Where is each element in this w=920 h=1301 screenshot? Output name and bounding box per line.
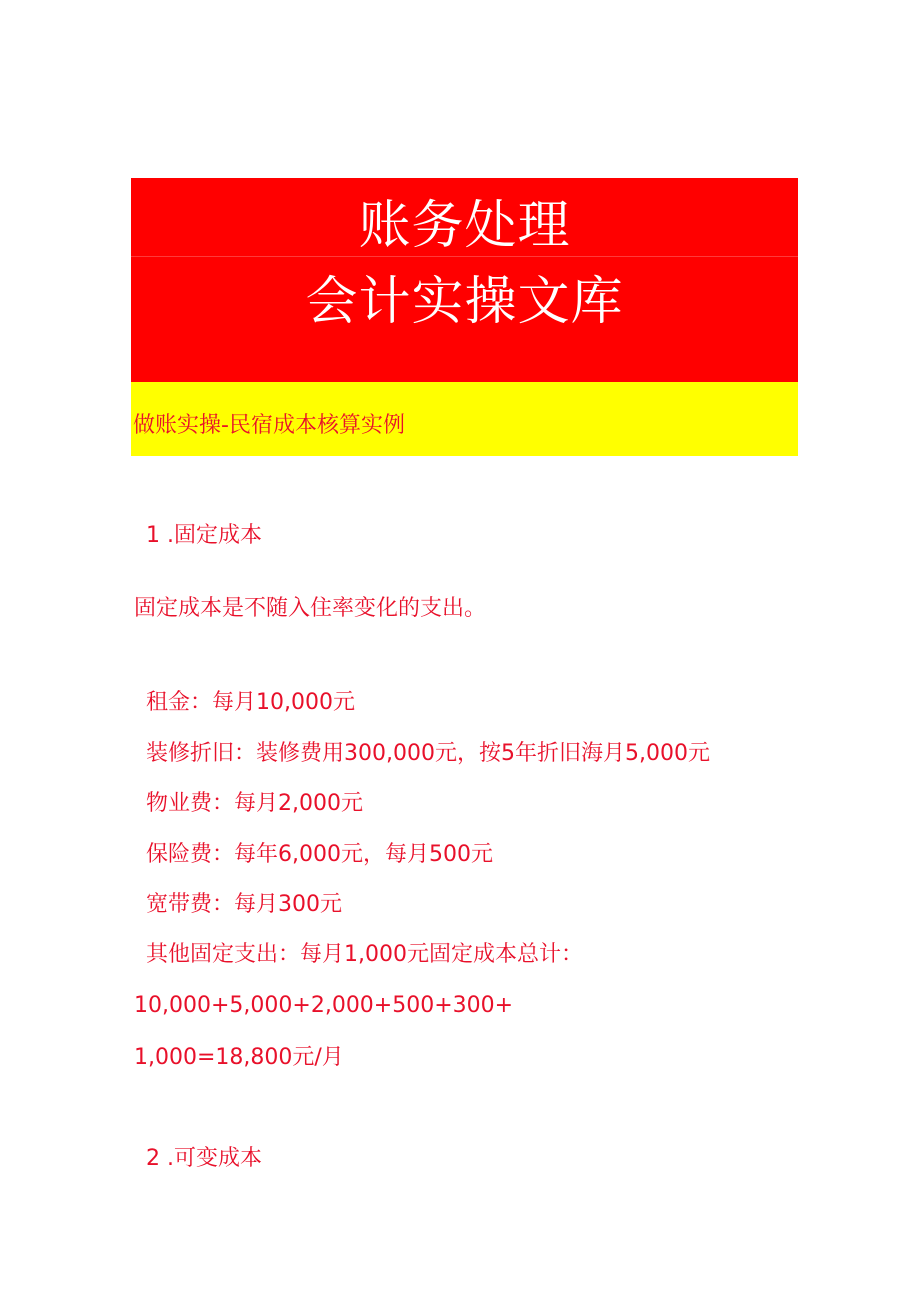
fixed-cost-intro: 固定成本是不随入住率变化的支出。 [134, 596, 487, 621]
subtitle-text: 做账实操-民宿成本核算实例 [133, 413, 405, 438]
fixed-cost-item-depreciation: 装修折旧：装修费用300,000元，按5年折旧海月5,000元 [146, 741, 710, 766]
fixed-cost-item-insurance: 保险费：每年6,000元，每月500元 [146, 842, 493, 867]
banner-divider [131, 256, 798, 257]
fixed-cost-item-other: 其他固定支出：每月1,000元固定成本总计： [146, 942, 583, 967]
fixed-cost-item-broadband: 宽带费：每月300元 [146, 892, 342, 917]
fixed-cost-item-property: 物业费：每月2,000元 [146, 791, 363, 816]
title-banner [131, 178, 798, 382]
banner-title-line-1: 账务处理 [358, 196, 571, 256]
banner-title-line-2: 会计实操文库 [305, 272, 624, 332]
fixed-cost-formula-line-2: 1,000=18,800元/月 [134, 1045, 344, 1070]
fixed-cost-formula-line-1: 10,000+5,000+2,000+500+300+ [134, 993, 514, 1018]
section-heading-variable-cost: 2 .可变成本 [146, 1146, 262, 1171]
subtitle-bar [131, 382, 798, 456]
section-heading-fixed-cost: 1 .固定成本 [146, 523, 262, 548]
fixed-cost-item-rent: 租金：每月10,000元 [146, 690, 355, 715]
